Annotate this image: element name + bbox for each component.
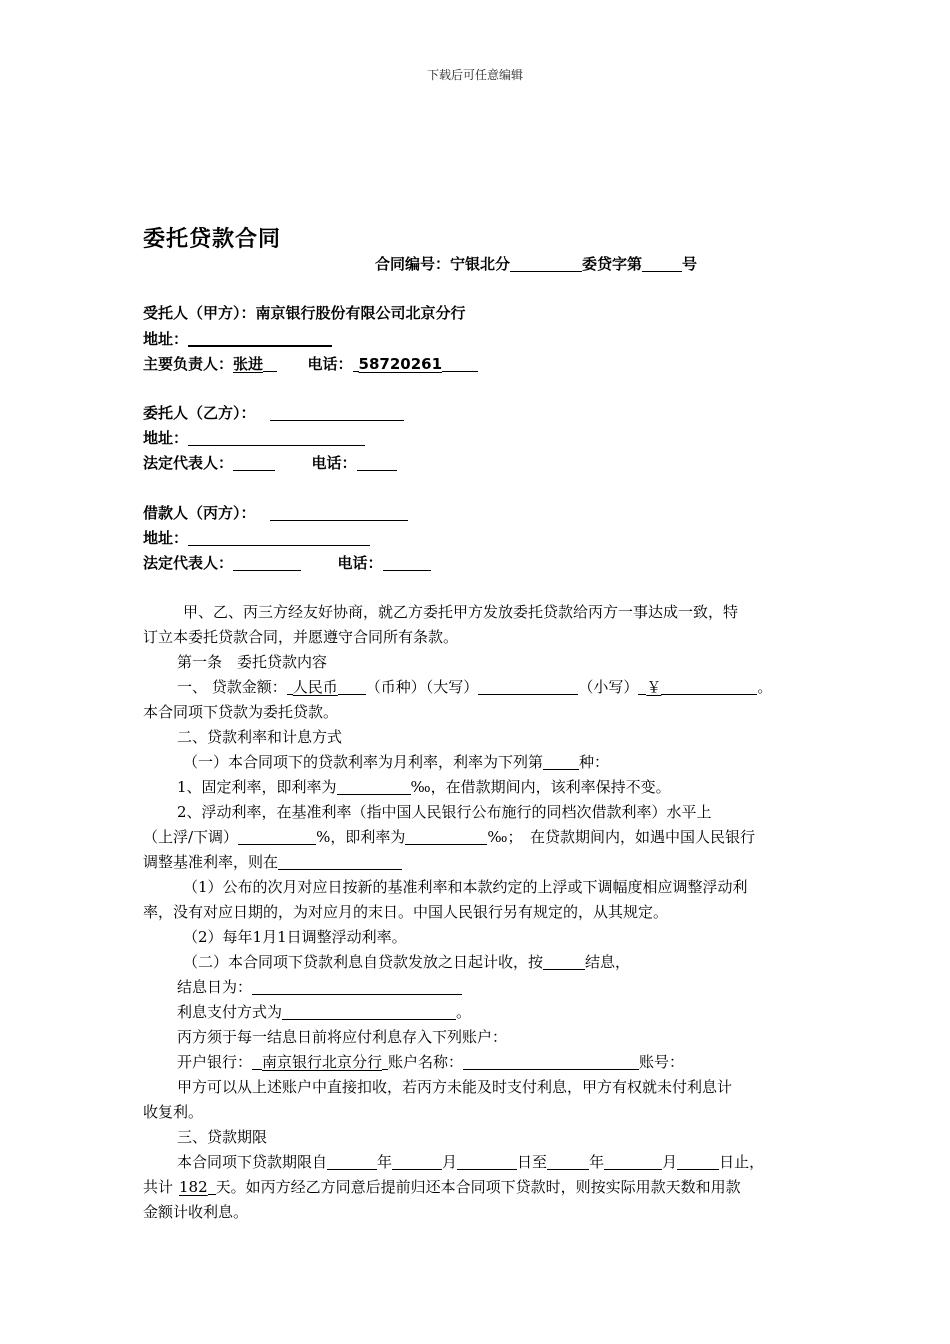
party-c-name: 借款人（丙方）： xyxy=(143,502,408,523)
direct-debit-line-1: 甲方可以从上述账户中直接扣收，若丙方未能及时支付利息，甲方有权就未付利息计 xyxy=(177,1078,733,1096)
loan-type-line: 本合同项下贷款为委托贷款。 xyxy=(143,703,339,721)
payment-method-line: 利息支付方式为 。 xyxy=(177,1003,472,1021)
party-c-address: 地址： xyxy=(143,527,370,548)
party-a-phone: 58720261 xyxy=(358,355,443,373)
article-1-title: 第一条 委托贷款内容 xyxy=(177,653,328,671)
party-c-contact: 法定代表人： 电话： xyxy=(143,552,431,573)
party-b-name: 委托人（乙方）： xyxy=(143,402,404,423)
loan-term-line-3: 金额计收利息。 xyxy=(143,1203,249,1221)
floating-rate-line-1: 2、浮动利率，在基准利率（指中国人民银行公布施行的同档次借款利率）水平上 xyxy=(177,803,712,821)
header-note: 下载后可任意编辑 xyxy=(426,68,523,82)
party-a-person: 张进 xyxy=(233,355,264,373)
intro-line-1: 甲、乙、丙三方经友好协商，就乙方委托甲方发放委托贷款给丙方一事达成一致，特 xyxy=(183,603,739,621)
contract-number: 合同编号：宁银北分 委贷字第 号 xyxy=(375,255,698,273)
party-b-contact: 法定代表人： 电话： xyxy=(143,452,397,473)
contract-title: 委托贷款合同 xyxy=(143,227,282,252)
floating-rate-line-3: 调整基准利率，则在 xyxy=(143,851,402,872)
party-a-name: 受托人（甲方）：南京银行股份有限公司北京分行 xyxy=(143,304,466,322)
settlement-date-line: 结息日为： xyxy=(177,976,462,997)
adjust-option-1-line-1: （1）公布的次月对应日按新的基准利率和本款约定的上浮或下调幅度相应调整浮动利 xyxy=(183,878,748,896)
section-2-title: 二、贷款利率和计息方式 xyxy=(177,728,343,746)
intro-line-2: 订立本委托贷款合同，并愿遵守合同所有条款。 xyxy=(143,628,459,646)
party-a-contact: 主要负责人：张进 电话： 58720261 xyxy=(143,353,478,374)
interest-start-line: （二）本合同项下贷款利息自贷款发放之日起计收，按 结息， xyxy=(183,953,631,971)
adjust-option-2: （2）每年1月1日调整浮动利率。 xyxy=(183,928,407,946)
party-a-address: 地址： xyxy=(143,328,332,349)
loan-term-line-2: 共计 182 天。如丙方经乙方同意后提前归还本合同项下贷款时，则按实际用款天数和用款 xyxy=(143,1178,741,1196)
loan-amount-line: 一、 贷款金额： 人民币 （币种）（大写） （小写） ￥ 。 xyxy=(177,678,773,696)
loan-term-line-1: 本合同项下贷款期限自 年 月 日至 年 月 日止， xyxy=(177,1153,765,1171)
adjust-option-1-line-2: 率，没有对应日期的，为对应月的末日。中国人民银行另有规定的，从其规定。 xyxy=(143,903,669,921)
section-3-title: 三、贷款期限 xyxy=(177,1128,268,1146)
party-b-address: 地址： xyxy=(143,427,365,448)
direct-debit-line-2: 收复利。 xyxy=(143,1103,204,1121)
floating-rate-line-2: （上浮/下调） %，即利率为 ‰； 在贷款期间内，如遇中国人民银行 xyxy=(143,828,755,846)
rate-type-line: （一）本合同项下的贷款利率为月利率，利率为下列第 种： xyxy=(183,753,610,771)
bank-account-line: 开户银行： 南京银行北京分行 账户名称： 账号： xyxy=(177,1053,685,1071)
deposit-instruction: 丙方须于每一结息日前将应付利息存入下列账户： xyxy=(177,1028,508,1046)
fixed-rate-line: 1、固定利率，即利率为 ‰，在借款期间内，该利率保持不变。 xyxy=(177,778,671,796)
